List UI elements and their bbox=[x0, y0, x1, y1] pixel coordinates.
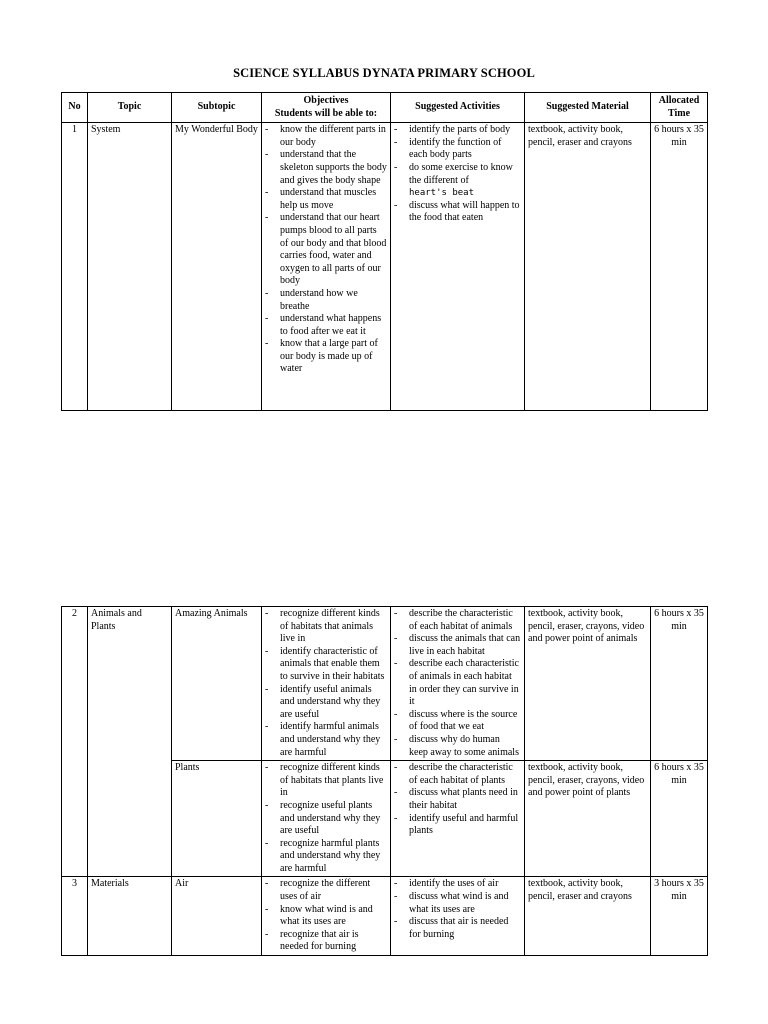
header-time-line1: Allocated bbox=[658, 95, 700, 106]
header-topic: Topic bbox=[88, 93, 172, 123]
row-subtopic: Plants bbox=[172, 761, 262, 877]
objectives-list bbox=[265, 878, 387, 954]
row-topic: Materials bbox=[88, 877, 172, 956]
list-item: - recognize the different uses of air bbox=[265, 878, 387, 903]
list-item: - understand that our heart pumps blood to all parts of our body and that blood carries food, water and oxygen to all parts of our body bbox=[265, 212, 387, 288]
list-item: - recognize different kinds of habitats that animals live in bbox=[265, 608, 387, 646]
list-item: - identify the function of each body parts bbox=[394, 137, 521, 162]
row-time: 3 hours x 35 min bbox=[651, 877, 708, 956]
row-objectives bbox=[262, 761, 391, 877]
header-objectives-line2: Students will be able to: bbox=[274, 107, 378, 119]
row-activities bbox=[391, 607, 525, 761]
row-subtopic: Air bbox=[172, 877, 262, 956]
list-item-text: do some exercise to know the different of bbox=[409, 161, 513, 186]
row-activities bbox=[391, 877, 525, 956]
document-title: SCIENCE SYLLABUS DYNATA PRIMARY SCHOOL bbox=[233, 66, 535, 80]
list-item: - recognize useful plants and understand why they are useful bbox=[265, 800, 387, 838]
list-item: - identify useful animals and understand why they are useful bbox=[265, 684, 387, 722]
objectives-list bbox=[265, 124, 387, 376]
row-material: textbook, activity book, pencil, eraser, crayons, video and power point of animals bbox=[525, 607, 651, 761]
row-activities bbox=[391, 761, 525, 877]
list-item: - identify characteristic of animals that enable them to survive in their habitats bbox=[265, 646, 387, 684]
list-item: - understand what happens to food after we eat it bbox=[265, 313, 387, 338]
activities-list bbox=[394, 878, 521, 941]
list-item bbox=[394, 162, 521, 200]
list-item: - understand that the skeleton supports the body and gives the body shape bbox=[265, 149, 387, 187]
list-item: - identify useful and harmful plants bbox=[394, 813, 521, 838]
header-activities: Suggested Activities bbox=[391, 93, 525, 123]
syllabus-table-page-bottom bbox=[61, 606, 708, 956]
list-item: - identify the uses of air bbox=[394, 878, 521, 891]
table-header-row bbox=[62, 93, 708, 123]
activities-list bbox=[394, 124, 521, 225]
list-item: - know what wind is and what its uses are bbox=[265, 904, 387, 929]
row-material: textbook, activity book, pencil, eraser and crayons bbox=[525, 123, 651, 411]
syllabus-table-page-top bbox=[61, 92, 708, 411]
objectives-list bbox=[265, 608, 387, 759]
row-number: 1 bbox=[62, 123, 88, 411]
row-material: textbook, activity book, pencil, eraser, crayons, video and power point of plants bbox=[525, 761, 651, 877]
row-subtopic: My Wonderful Body bbox=[172, 123, 262, 411]
row-objectives bbox=[262, 877, 391, 956]
list-item: - know that a large part of our body is made up of water bbox=[265, 338, 387, 376]
activities-list bbox=[394, 608, 521, 759]
list-item: - discuss the animals that can live in each habitat bbox=[394, 633, 521, 658]
list-item: - describe the characteristic of each habitat of plants bbox=[394, 762, 521, 787]
activities-list bbox=[394, 762, 521, 838]
list-item: - discuss what will happen to the food that eaten bbox=[394, 200, 521, 225]
list-item: - discuss what plants need in their habitat bbox=[394, 787, 521, 812]
list-item: - recognize that air is needed for burning bbox=[265, 929, 387, 954]
row-subtopic: Amazing Animals bbox=[172, 607, 262, 761]
row-time: 6 hours x 35 min bbox=[651, 123, 708, 411]
header-objectives-line1: Objectives bbox=[303, 95, 349, 106]
handwritten-note: heart's beat bbox=[409, 188, 475, 199]
row-objectives bbox=[262, 123, 391, 411]
list-item: - know the different parts in our body bbox=[265, 124, 387, 149]
header-time-line2: Time bbox=[667, 107, 691, 119]
row-activities bbox=[391, 123, 525, 411]
list-item: - recognize different kinds of habitats that plants live in bbox=[265, 762, 387, 800]
header-material: Suggested Material bbox=[525, 93, 651, 123]
row-time: 6 hours x 35 min bbox=[651, 761, 708, 877]
list-item: - describe each characteristic of animals in each habitat in order they can survive in it bbox=[394, 658, 521, 708]
row-material: textbook, activity book, pencil, eraser and crayons bbox=[525, 877, 651, 956]
list-item: - identify the parts of body bbox=[394, 124, 521, 137]
list-item: - discuss why do human keep away to some animals bbox=[394, 734, 521, 759]
objectives-list bbox=[265, 762, 387, 875]
list-item: - identify harmful animals and understand why they are harmful bbox=[265, 721, 387, 759]
list-item: - discuss that air is needed for burning bbox=[394, 916, 521, 941]
header-objectives bbox=[262, 93, 391, 123]
list-item: - recognize harmful plants and understand why they are harmful bbox=[265, 838, 387, 876]
list-item: - describe the characteristic of each habitat of animals bbox=[394, 608, 521, 633]
table-row bbox=[62, 607, 708, 761]
header-no: No bbox=[62, 93, 88, 123]
row-time: 6 hours x 35 min bbox=[651, 607, 708, 761]
list-item: - discuss what wind is and what its uses are bbox=[394, 891, 521, 916]
row-objectives bbox=[262, 607, 391, 761]
row-topic: Animals and Plants bbox=[88, 607, 172, 877]
row-number: 3 bbox=[62, 877, 88, 956]
list-item: - understand how we breathe bbox=[265, 288, 387, 313]
table-row bbox=[62, 877, 708, 956]
header-subtopic: Subtopic bbox=[172, 93, 262, 123]
list-item: - discuss where is the source of food that we eat bbox=[394, 709, 521, 734]
header-time bbox=[651, 93, 708, 123]
table-row bbox=[62, 123, 708, 411]
list-item: - understand that muscles help us move bbox=[265, 187, 387, 212]
row-number: 2 bbox=[62, 607, 88, 877]
row-topic: System bbox=[88, 123, 172, 411]
